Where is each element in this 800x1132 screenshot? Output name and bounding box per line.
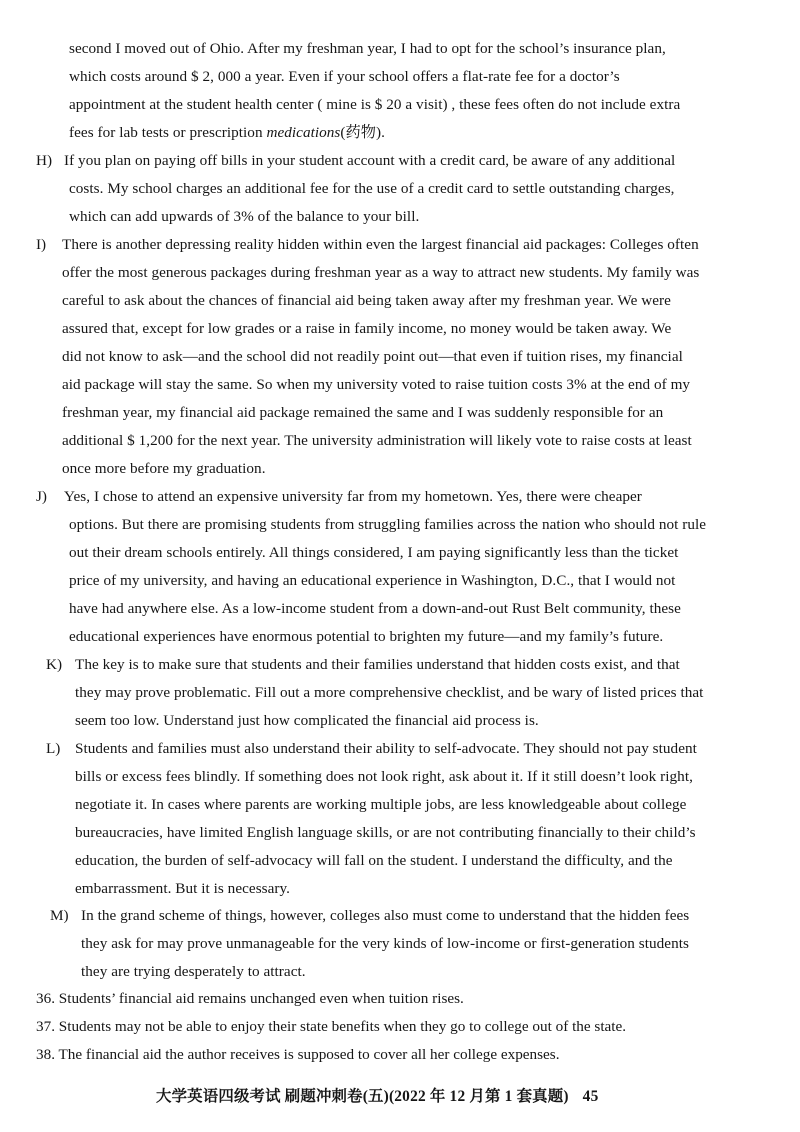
text-line: they may prove problematic. Fill out a more comprehensive checklist, and be wary of listed prices that xyxy=(75,684,704,701)
text-line: freshman year, my financial aid package remained the same and I was suddenly responsible for an xyxy=(62,404,664,421)
footer-title: 大学英语四级考试 刷题冲刺卷(五)(2022 年 12 月第 1 套真题) xyxy=(156,1088,569,1105)
text-line: careful to ask about the chances of financial aid being taken away after my freshman year. We were xyxy=(62,292,671,309)
text-line: bureaucracies, have limited English language skills, or are not contributing financially to their child’s xyxy=(75,824,696,841)
question-36: 36. Students’ financial aid remains unchanged even when tuition rises. xyxy=(36,990,464,1007)
text-line: education, the burden of self-advocacy will fall on the student. I understand the difficulty, and the xyxy=(75,852,673,869)
text-line: costs. My school charges an additional fee for the use of a credit card to settle outstanding charges, xyxy=(69,180,675,197)
text-line: out their dream schools entirely. All things considered, I am paying significantly less than the ticket xyxy=(69,544,679,561)
text-line: educational experiences have enormous potential to brighten my future—and my family’s future. xyxy=(69,628,664,645)
text-line: which can add upwards of 3% of the balance to your bill. xyxy=(69,208,420,225)
text-line: have had anywhere else. As a low-income student from a down-and-out Rust Belt community, these xyxy=(69,600,681,617)
text-line: assured that, except for low grades or a raise in family income, no money would be taken away. We xyxy=(62,320,672,337)
text-line-suffix: (药物). xyxy=(340,124,385,141)
text-line: bills or excess fees blindly. If something does not look right, ask about it. If it still doesn’t look right, xyxy=(75,768,693,785)
paragraph-label: K) xyxy=(46,656,63,673)
paragraph-label: M) xyxy=(50,907,69,924)
text-line: Students and families must also understand their ability to self-advocate. They should not pay student xyxy=(75,740,697,757)
text-line xyxy=(69,123,385,143)
text-line: they ask for may prove unmanageable for the very kinds of low-income or first-generation students xyxy=(81,935,689,952)
text-line: which costs around $ 2, 000 a year. Even if your school offers a flat-rate fee for a doctor’s xyxy=(69,68,620,85)
text-line: There is another depressing reality hidden within even the largest financial aid packages: Colleges often xyxy=(62,236,699,253)
paragraph-label: H) xyxy=(36,152,53,169)
question-37: 37. Students may not be able to enjoy their state benefits when they go to college out of the state. xyxy=(36,1018,627,1035)
text-line: appointment at the student health center ( mine is $ 20 a visit) , these fees often do not include extra xyxy=(69,96,681,113)
page-number: 45 xyxy=(582,1088,599,1105)
text-line: options. But there are promising students from struggling families across the nation who should not rule xyxy=(69,516,707,533)
text-line-prefix: fees for lab tests or prescription xyxy=(69,124,267,141)
text-line: embarrassment. But it is necessary. xyxy=(75,880,291,897)
text-line: offer the most generous packages during freshman year as a way to attract new students. My family was xyxy=(62,264,700,281)
text-line: seem too low. Understand just how complicated the financial aid process is. xyxy=(75,712,539,729)
paragraph-label: L) xyxy=(46,740,61,757)
text-line: price of my university, and having an educational experience in Washington, D.C., that I would not xyxy=(69,572,676,589)
text-line: once more before my graduation. xyxy=(62,460,266,477)
text-line: In the grand scheme of things, however, colleges also must come to understand that the hidden fees xyxy=(81,907,690,924)
page-footer xyxy=(156,1086,598,1108)
text-line: additional $ 1,200 for the next year. The university administration will likely vote to raise costs at least xyxy=(62,432,692,449)
text-line: Yes, I chose to attend an expensive university far from my hometown. Yes, there were cheaper xyxy=(64,488,642,505)
text-line: The key is to make sure that students and their families understand that hidden costs exist, and that xyxy=(75,656,680,673)
italic-term: medications xyxy=(266,124,341,141)
text-line: negotiate it. In cases where parents are working multiple jobs, are less knowledgeable about college xyxy=(75,796,687,813)
paragraph-label: J) xyxy=(36,488,47,505)
paragraph-label: I) xyxy=(36,236,47,253)
text-line: they are trying desperately to attract. xyxy=(81,963,306,980)
text-line: aid package will stay the same. So when my university voted to raise tuition costs 3% at the end of my xyxy=(62,376,691,393)
text-line: second I moved out of Ohio. After my freshman year, I had to opt for the school’s insurance plan, xyxy=(69,40,666,57)
question-38: 38. The financial aid the author receives is supposed to cover all her college expenses. xyxy=(36,1046,560,1063)
text-line: did not know to ask—and the school did not readily point out—that even if tuition rises, my financial xyxy=(62,348,683,365)
text-line: If you plan on paying off bills in your student account with a credit card, be aware of any additional xyxy=(64,152,676,169)
